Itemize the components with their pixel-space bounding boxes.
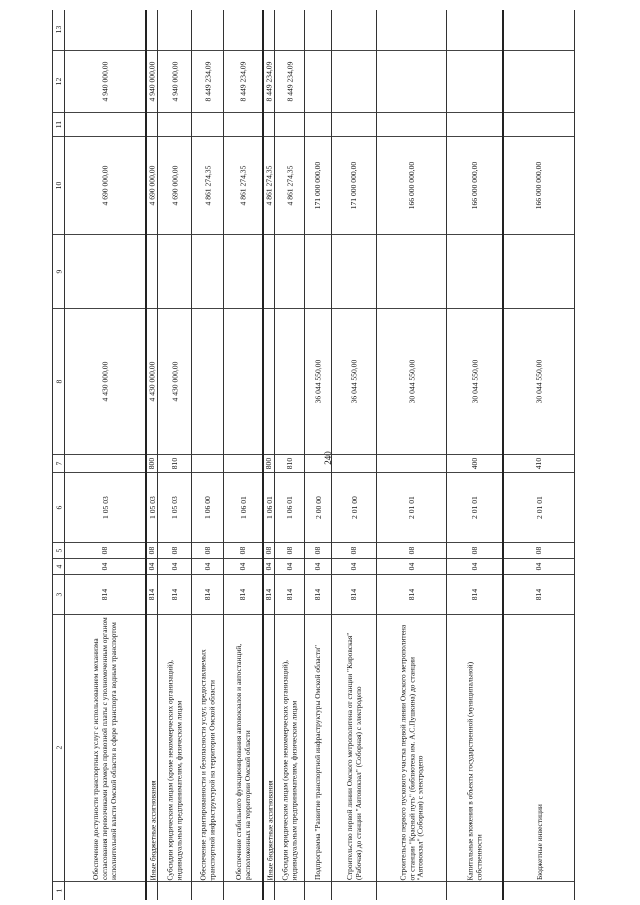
cell-value: 04 <box>264 562 274 571</box>
header-cell-11 <box>53 112 64 136</box>
table-cell <box>65 614 145 881</box>
cell-value: 36 044 550,00 <box>349 359 359 404</box>
table-cell <box>305 472 331 542</box>
table-cell <box>504 10 574 50</box>
table-cell <box>65 10 145 50</box>
table-cell <box>377 614 446 881</box>
table-cell <box>332 234 376 308</box>
table-cell <box>264 881 274 900</box>
cell-value: 04 <box>469 562 479 571</box>
cell-value: 814 <box>313 588 323 601</box>
table-cell <box>192 574 223 614</box>
cell-value: 04 <box>169 562 179 571</box>
table-cell <box>192 454 223 472</box>
cell-value: 8 449 234,09 <box>264 61 274 102</box>
header-cell-1 <box>53 881 64 900</box>
table-cell <box>275 308 304 454</box>
table-cell <box>305 881 331 900</box>
cell-value: 08 <box>284 546 294 555</box>
table-cell <box>224 10 262 50</box>
table-cell <box>275 112 304 136</box>
header-cell-8 <box>53 308 64 454</box>
header-label: 2 <box>53 746 63 750</box>
table-row <box>223 10 262 900</box>
table-cell <box>192 472 223 542</box>
table-cell <box>224 574 262 614</box>
cell-value: 08 <box>147 546 157 555</box>
table-row <box>376 10 446 900</box>
header-label: 7 <box>53 461 63 466</box>
cell-value: 166 000 000,00 <box>469 161 479 210</box>
table-cell <box>504 112 574 136</box>
table-cell <box>377 50 446 112</box>
row-description: Капитальные вложения в объекты государственной (муниципальной) собственности <box>465 661 483 880</box>
table-cell <box>224 558 262 574</box>
table-cell <box>377 574 446 614</box>
cell-value: 08 <box>406 546 416 555</box>
table-row <box>262 10 274 900</box>
table-cell <box>447 614 502 881</box>
header-label: 3 <box>53 592 63 597</box>
cell-value: 800 <box>264 457 274 470</box>
cell-value: 4 940 000,00 <box>169 61 179 102</box>
table-cell <box>224 542 262 558</box>
table-cell <box>377 234 446 308</box>
cell-value: 08 <box>313 546 323 555</box>
table-cell <box>504 574 574 614</box>
table-cell <box>447 454 502 472</box>
table-cell <box>147 574 157 614</box>
row-description: Субсидии юридическим лицам (кроме некоммерческих организаций), индивидуальным предпринимателям, физическим лицам <box>280 659 298 880</box>
row-description: Строительство первого пускового участка первой линии Омского метрополитена от станции "Красный путь" (библиотека им. А.С.Пушкина) до станции "Автовокзал" (Соборная) с электродепо <box>397 624 425 880</box>
table-cell <box>447 472 502 542</box>
cell-value: 4 940 000,00 <box>147 61 157 102</box>
header-cell-4 <box>53 558 64 574</box>
table-cell <box>147 112 157 136</box>
table-cell <box>65 112 145 136</box>
table-cell <box>224 614 262 881</box>
table-cell <box>158 112 191 136</box>
table-cell <box>65 472 145 542</box>
table-row <box>64 10 145 900</box>
table-cell <box>275 881 304 900</box>
table-cell <box>377 10 446 50</box>
table-cell <box>192 542 223 558</box>
table-cell <box>275 472 304 542</box>
table-row <box>274 10 304 900</box>
cell-value: 4 690 000,00 <box>169 165 179 206</box>
cell-value: 4 861 274,35 <box>238 165 248 206</box>
cell-value: 400 <box>469 457 479 470</box>
cell-value: 30 044 550,00 <box>406 359 416 404</box>
table-cell <box>65 542 145 558</box>
table-cell <box>305 574 331 614</box>
table-cell <box>305 308 331 454</box>
cell-value: 8 449 234,09 <box>202 61 212 102</box>
header-label: 10 <box>53 181 63 190</box>
table-cell <box>65 308 145 454</box>
table-cell <box>447 234 502 308</box>
table-cell <box>158 881 191 900</box>
table-cell <box>332 136 376 234</box>
cell-value: 4 861 274,35 <box>284 165 294 206</box>
table-cell <box>275 574 304 614</box>
table-cell <box>192 881 223 900</box>
table-cell <box>447 881 502 900</box>
table-row <box>191 10 223 900</box>
table-cell <box>192 308 223 454</box>
table-cell <box>447 112 502 136</box>
table-cell <box>147 50 157 112</box>
table-cell <box>275 558 304 574</box>
table-cell <box>305 50 331 112</box>
table-cell <box>147 136 157 234</box>
row-description: Иные бюджетные ассигнования <box>147 779 157 880</box>
table-cell <box>264 574 274 614</box>
row-description: Субсидии юридическим лицам (кроме некоммерческих организаций), индивидуальным предпринимателям, физическим лицам <box>165 659 183 880</box>
table-cell <box>275 614 304 881</box>
header-label: 1 <box>53 889 63 893</box>
table-row <box>502 10 575 900</box>
cell-value: 1 05 03 <box>100 496 110 519</box>
table-cell <box>158 308 191 454</box>
header-cell-3 <box>53 574 64 614</box>
row-description: Обеспечение гарантированности и безопасности услуг, предоставляемых транспортной инфраструктурой на территории Омской области <box>198 648 216 880</box>
cell-value: 1 06 01 <box>238 496 248 519</box>
cell-value: 04 <box>147 562 157 571</box>
table-cell <box>447 542 502 558</box>
table-cell <box>264 50 274 112</box>
header-label: 6 <box>53 505 63 510</box>
table-cell <box>158 454 191 472</box>
table-cell <box>504 50 574 112</box>
table-cell <box>377 308 446 454</box>
cell-value: 08 <box>169 546 179 555</box>
table-cell <box>158 472 191 542</box>
table-row <box>145 10 157 900</box>
table-cell <box>147 881 157 900</box>
cell-value: 1 06 01 <box>264 496 274 519</box>
header-cell-6 <box>53 472 64 542</box>
cell-value: 171 000 000,00 <box>313 161 323 210</box>
cell-value: 166 000 000,00 <box>406 161 416 210</box>
table-cell <box>264 542 274 558</box>
cell-value: 810 <box>169 457 179 470</box>
cell-value: 36 044 550,00 <box>313 359 323 404</box>
cell-value: 4 861 274,35 <box>202 165 212 206</box>
cell-value: 08 <box>264 546 274 555</box>
cell-value: 1 06 01 <box>284 496 294 519</box>
table-row <box>446 10 502 900</box>
table-cell <box>504 308 574 454</box>
cell-value: 04 <box>534 562 544 571</box>
table-cell <box>332 614 376 881</box>
table-cell <box>447 10 502 50</box>
table-cell <box>275 542 304 558</box>
header-row <box>52 10 64 900</box>
cell-value: 04 <box>284 562 294 571</box>
header-label: 12 <box>53 77 63 86</box>
table-cell <box>332 112 376 136</box>
cell-value: 04 <box>100 562 110 571</box>
header-cell-10 <box>53 136 64 234</box>
table-cell <box>192 234 223 308</box>
cell-value: 810 <box>284 457 294 470</box>
table-cell <box>332 472 376 542</box>
table-cell <box>504 558 574 574</box>
table-cell <box>147 10 157 50</box>
table-cell <box>275 50 304 112</box>
table-cell <box>264 136 274 234</box>
cell-value: 04 <box>202 562 212 571</box>
header-cell-13 <box>53 10 64 50</box>
cell-value: 4 430 000,00 <box>147 361 157 402</box>
page-number: 240 <box>323 451 333 465</box>
cell-value: 2 01 01 <box>534 496 544 519</box>
budget-table <box>52 10 575 900</box>
table-cell <box>147 454 157 472</box>
table-cell <box>332 10 376 50</box>
table-cell <box>504 454 574 472</box>
table-cell <box>305 542 331 558</box>
table-cell <box>158 234 191 308</box>
table-cell <box>332 574 376 614</box>
table-cell <box>65 234 145 308</box>
table-cell <box>275 10 304 50</box>
table-cell <box>192 112 223 136</box>
cell-value: 814 <box>469 588 479 601</box>
table-cell <box>65 574 145 614</box>
table-row <box>304 10 331 900</box>
row-description: Обеспечение доступности транспортных услуг с использованием механизма согласования перевозчиками размера провозной платы с уполномоченным органом исполнительной власти Омской области в сфере транспорта водным транспортом <box>91 617 118 880</box>
cell-value: 2 01 01 <box>406 496 416 519</box>
table-cell <box>264 558 274 574</box>
cell-value: 08 <box>100 546 110 555</box>
cell-value: 30 044 550,00 <box>469 359 479 404</box>
table-cell <box>147 558 157 574</box>
table-cell <box>147 308 157 454</box>
table-cell <box>264 234 274 308</box>
table-cell <box>224 881 262 900</box>
table-cell <box>264 308 274 454</box>
table-cell <box>264 614 274 881</box>
cell-value: 4 690 000,00 <box>147 165 157 206</box>
header-cell-12 <box>53 50 64 112</box>
cell-value: 814 <box>349 588 359 601</box>
table-cell <box>224 50 262 112</box>
header-cell-9 <box>53 234 64 308</box>
cell-value: 166 000 000,00 <box>534 161 544 210</box>
cell-value: 08 <box>534 546 544 555</box>
cell-value: 08 <box>349 546 359 555</box>
cell-value: 410 <box>534 457 544 470</box>
table-cell <box>224 112 262 136</box>
table-cell <box>158 614 191 881</box>
table-cell <box>305 10 331 50</box>
cell-value: 04 <box>313 562 323 571</box>
table-cell <box>377 112 446 136</box>
header-label: 4 <box>53 564 63 569</box>
cell-value: 04 <box>238 562 248 571</box>
cell-value: 08 <box>202 546 212 555</box>
table-cell <box>447 574 502 614</box>
row-description: Подпрограмма "Развитие транспортной инфраструктуры Омской области" <box>313 644 323 880</box>
cell-value: 814 <box>534 588 544 601</box>
table-cell <box>264 112 274 136</box>
table-cell <box>224 234 262 308</box>
table-cell <box>192 136 223 234</box>
table-cell <box>305 614 331 881</box>
table-cell <box>158 558 191 574</box>
table-cell <box>264 472 274 542</box>
header-cell-5 <box>53 542 64 558</box>
cell-value: 814 <box>238 588 248 601</box>
table-cell <box>264 454 274 472</box>
header-label: 8 <box>53 379 63 384</box>
table-row <box>331 10 376 900</box>
table-cell <box>65 454 145 472</box>
table-cell <box>147 614 157 881</box>
cell-value: 04 <box>406 562 416 571</box>
table-cell <box>305 234 331 308</box>
table-row <box>157 10 191 900</box>
header-label: 5 <box>53 548 63 553</box>
cell-value: 800 <box>147 457 157 470</box>
table-cell <box>275 234 304 308</box>
table-cell <box>158 50 191 112</box>
table-cell <box>147 234 157 308</box>
cell-value: 4 861 274,35 <box>264 165 274 206</box>
cell-value: 4 940 000,00 <box>100 61 110 102</box>
cell-value: 1 06 00 <box>202 496 212 519</box>
table-cell <box>504 234 574 308</box>
table-cell <box>332 50 376 112</box>
table-cell <box>377 454 446 472</box>
table-cell <box>158 574 191 614</box>
table-cell <box>504 136 574 234</box>
header-label: 13 <box>53 26 63 34</box>
table-cell <box>192 50 223 112</box>
table-cell <box>147 542 157 558</box>
table-cell <box>332 308 376 454</box>
table-cell <box>192 558 223 574</box>
table-cell <box>447 50 502 112</box>
table-cell <box>305 558 331 574</box>
table-cell <box>65 558 145 574</box>
table-cell <box>504 472 574 542</box>
header-label: 9 <box>53 269 63 274</box>
table-cell <box>224 308 262 454</box>
row-description: Бюджетные инвестиции <box>535 804 545 880</box>
header-cell-7 <box>53 454 64 472</box>
cell-value: 814 <box>169 588 179 601</box>
cell-value: 08 <box>469 546 479 555</box>
table-cell <box>192 614 223 881</box>
table-cell <box>264 10 274 50</box>
row-description: Строительство первой линии Омского метрополитена от станции "Кировская" (Рабочая) до станции "Автовокзал" (Соборная) с электродепо <box>344 632 363 880</box>
cell-value: 30 044 550,00 <box>534 359 544 404</box>
table-cell <box>158 10 191 50</box>
cell-value: 814 <box>284 588 294 601</box>
table-cell <box>377 472 446 542</box>
table-cell <box>275 454 304 472</box>
cell-value: 814 <box>100 588 110 601</box>
cell-value: 4 690 000,00 <box>100 165 110 206</box>
table-cell <box>332 542 376 558</box>
cell-value: 814 <box>202 588 212 601</box>
cell-value: 4 430 000,00 <box>100 361 110 402</box>
table-cell <box>377 542 446 558</box>
table-cell <box>447 558 502 574</box>
table-cell <box>147 472 157 542</box>
row-description: Обеспечение стабильного функционирования автовокзалов и автостанций, расположенных на территории Омской области <box>233 643 252 880</box>
cell-value: 1 05 03 <box>169 496 179 519</box>
cell-value: 04 <box>349 562 359 571</box>
table-cell <box>65 881 145 900</box>
cell-value: 4 430 000,00 <box>169 361 179 402</box>
cell-value: 8 449 234,09 <box>238 61 248 102</box>
cell-value: 814 <box>264 588 274 601</box>
table-cell <box>305 136 331 234</box>
cell-value: 171 000 000,00 <box>349 161 359 210</box>
header-cell-2 <box>53 614 64 881</box>
cell-value: 814 <box>406 588 416 601</box>
table-cell <box>377 881 446 900</box>
table-cell <box>224 454 262 472</box>
table-cell <box>332 881 376 900</box>
table-cell <box>447 308 502 454</box>
table-cell <box>504 614 574 881</box>
table-cell <box>377 136 446 234</box>
table-cell <box>275 136 304 234</box>
cell-value: 2 01 01 <box>469 496 479 519</box>
table-cell <box>305 454 331 472</box>
table-cell <box>305 112 331 136</box>
table-cell <box>377 558 446 574</box>
cell-value: 2 01 00 <box>349 496 359 519</box>
table-cell <box>65 50 145 112</box>
table-cell <box>447 136 502 234</box>
table-cell <box>504 881 574 900</box>
table-cell <box>65 136 145 234</box>
table-cell <box>332 454 376 472</box>
cell-value: 814 <box>147 588 157 601</box>
table-cell <box>158 136 191 234</box>
table-cell <box>504 542 574 558</box>
table-cell <box>158 542 191 558</box>
table-cell <box>192 10 223 50</box>
header-label: 11 <box>53 120 63 129</box>
cell-value: 2 00 00 <box>313 496 323 519</box>
cell-value: 08 <box>238 546 248 555</box>
cell-value: 1 05 03 <box>147 496 157 519</box>
table-cell <box>332 558 376 574</box>
cell-value: 8 449 234,09 <box>284 61 294 102</box>
row-description: Иные бюджетные ассигнования <box>264 779 274 880</box>
table-cell <box>224 472 262 542</box>
table-cell <box>224 136 262 234</box>
